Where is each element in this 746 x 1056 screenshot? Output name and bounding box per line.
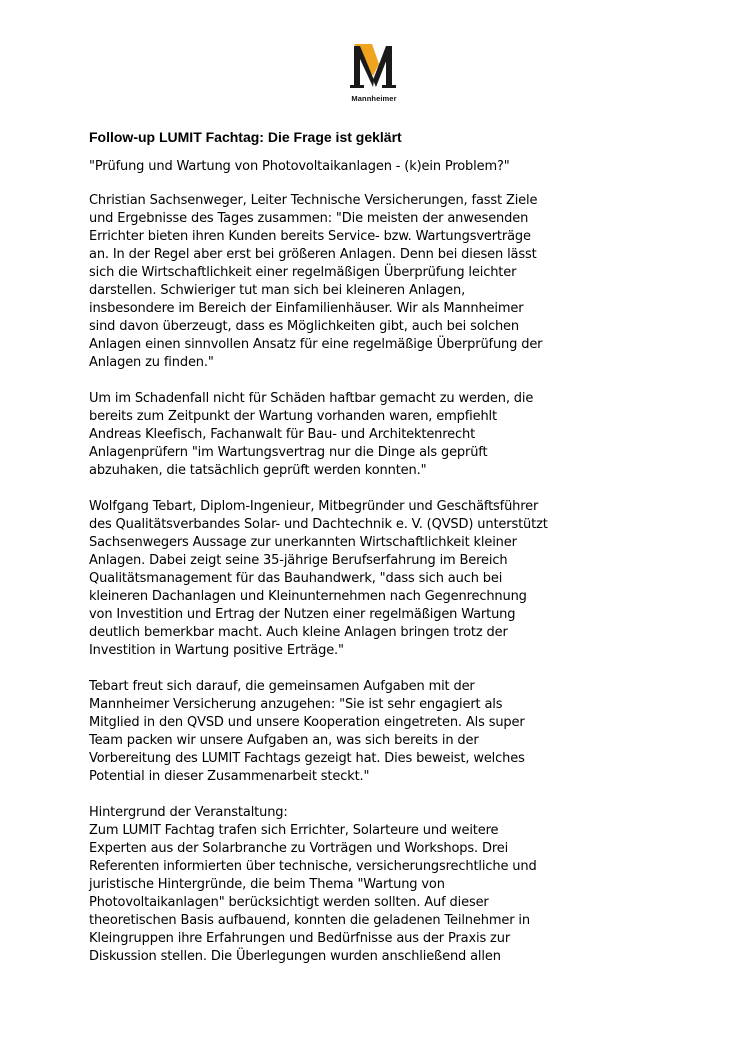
logo-caption: Mannheimer (351, 94, 397, 103)
paragraph-background: Hintergrund der Veranstaltung: Zum LUMIT Fachtag trafen sich Errichter, Solarteure und weitere Experten aus der Solarbranche zu Vorträgen und Workshops. Drei Referenten informierten über technische, versicherungsrechtliche und juristische Hintergründe, die beim Thema "Wartung von Photovoltaikanlagen" berücksichtigt werden sollten. Auf dieser theoretischen Basis aufbauend, konnten die geladenen Teilnehmer in Kleingruppen ihre Erfahrungen und Bedürfnisse aus der Praxis zur Diskussion stellen. Die Überlegungen wurden anschließend allen (89, 805, 537, 964)
mannheimer-logo (346, 42, 402, 104)
paragraph-cooperation: Tebart freut sich darauf, die gemeinsamen Aufgaben mit der Mannheimer Versicherung anzugehen: "Sie ist sehr engagiert als Mitglied in den QVSD und unsere Kooperation eingetreten. Als super Team packen wir unsere Aufgaben an, was sich bereits in der Vorbereitung des LUMIT Fachtags gezeigt hat. Dies beweist, welches Potential in dieser Zusammenarbeit steckt." (89, 679, 525, 784)
paragraph-kleefisch: Um im Schadenfall nicht für Schäden haftbar gemacht zu werden, die bereits zum Zeitpunkt der Wartung vorhanden waren, empfiehlt Andreas Kleefisch, Fachanwalt für Bau- und Architektenrecht Anlagenprüfern "im Wartungsvertrag nur die Dinge als geprüft abzuhaken, die tatsächlich geprüft werden konnten." (89, 391, 534, 478)
paragraph-tebart: Wolfgang Tebart, Diplom-Ingenieur, Mitbegründer und Geschäftsführer des Qualitätsverbandes Solar- und Dachtechnik e. V. (QVSD) unterstützt Sachsenwegers Aussage zur unerkannten Wirtschaftlichkeit kleiner Anlagen. Dabei zeigt seine 35-jährige Berufserfahrung im Bereich Qualitätsmanagement für das Bauhandwerk, "dass sich auch bei kleineren Dachanlagen und Kleinunternehmen nach Gegenrechnung von Investition und Ertrag der Nutzen einer regelmäßigen Wartung deutlich bemerkbar macht. Auch kleine Anlagen bringen trotz der Investition in Wartung positive Erträge." (89, 499, 548, 658)
headline: Follow-up LUMIT Fachtag: Die Frage ist geklärt (89, 129, 402, 145)
press-release-body (89, 128, 559, 984)
paragraph-sachsenweger: Christian Sachsenweger, Leiter Technische Versicherungen, fasst Ziele und Ergebnisse des Tages zusammen: "Die meisten der anwesenden Errichter bieten ihren Kunden bereits Service- bzw. Wartungsverträge an. In der Regel aber erst bei größeren Anlagen. Denn bei diesen lässt sich die Wirtschaftlichkeit einer regelmäßigen Überprüfung leichter darstellen. Schwieriger tut man sich bei kleineren Anlagen, insbesondere im Bereich der Einfamilienhäuser. Wir als Mannheimer sind davon überzeugt, dass es Möglichkeiten gibt, auch bei solchen Anlagen einen sinnvollen Ansatz für eine regelmäßige Überprüfung der Anlagen zu finden." (89, 193, 543, 370)
subtitle-quote: "Prüfung und Wartung von Photovoltaikanlagen - (k)ein Problem?" (89, 159, 510, 174)
mannheimer-m-logo-icon (346, 42, 402, 92)
